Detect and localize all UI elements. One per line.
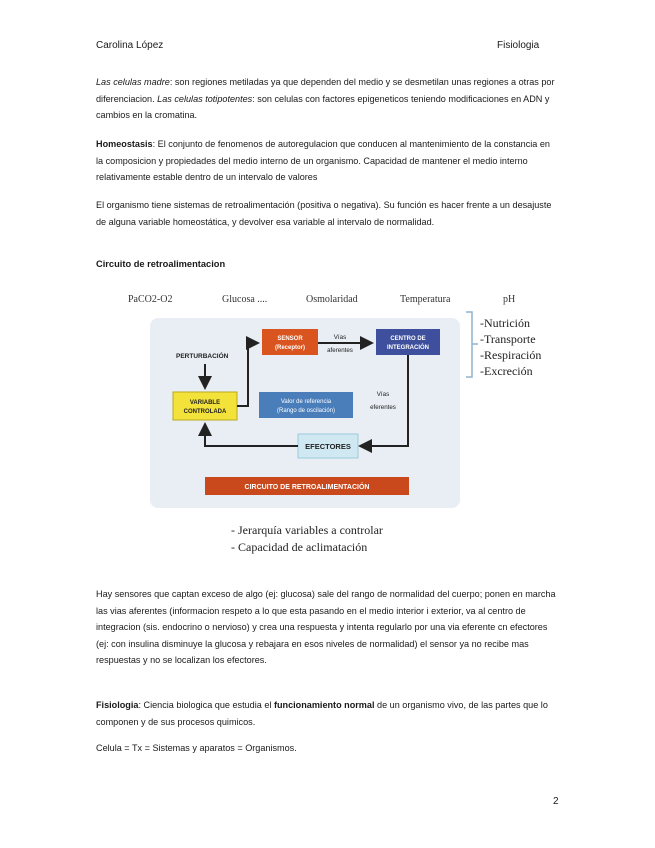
centro-integracion-label: CENTRO DE — [390, 336, 426, 342]
circuito-banner-label: CIRCUITO DE RETROALIMENTACIÓN — [244, 484, 370, 491]
side-list-item: -Excreción — [480, 364, 533, 378]
variable-label: PaCO2-O2 — [128, 294, 173, 305]
side-list-bracket — [466, 312, 478, 377]
valor-referencia-box — [259, 392, 353, 418]
variable-label: Glucosa .... — [222, 294, 268, 305]
side-list-item: -Transporte — [480, 332, 536, 346]
diagram-note: - Capacidad de aclimatación — [231, 540, 368, 554]
paragraph-homeostasis: Homeostasis: El conjunto de fenomenos de autoregulacion que conducen al mantenimiento de la constancia en la composicion y propiedades del medio interno de un organismo. Capacidad de mantener el medio interno relativamente estable dentro de un intervalo de valores — [96, 139, 550, 182]
term-funcionamiento-normal: funcionamiento normal — [273, 700, 375, 710]
term-celulas-totipotentes: Las celulas totipotentes — [157, 93, 253, 104]
vias-eferentes-label: eferentes — [370, 404, 396, 411]
paragraph-celula: Celula = Tx = Sistemas y aparatos = Organismos. — [96, 743, 297, 753]
centro-integracion-label: INTEGRACIÓN — [387, 345, 429, 351]
variable-label: pH — [503, 294, 516, 305]
page-number: 2 — [553, 796, 559, 807]
header-subject: Fisiologia — [497, 40, 540, 51]
section-title-circuito: Circuito de retroalimentacion — [96, 259, 226, 269]
variable-label: Osmolaridad — [306, 294, 358, 305]
paragraph-fisiologia: Fisiologia: Ciencia biologica que estudia el funcionamiento normal de un organismo vivo, de las partes que lo componen y de sus procesos quimicos. — [96, 700, 548, 727]
perturbacion-label: PERTURBACIÓN — [176, 353, 229, 360]
vias-aferentes-label: aferentes — [327, 347, 353, 354]
paragraph-celulas: Las celulas madre: son regiones metiladas ya que dependen del medio y se desmetilan unas regiones a otras por diferenciacion. Las celulas totipotentes: son celulas con factores epigeneticos teniendo modificaciones en ADN y cambios en la cromatina. — [96, 77, 555, 120]
variable-label: Temperatura — [400, 294, 451, 305]
valor-referencia-label: (Rango de oscilación) — [276, 408, 336, 414]
side-list-item: -Nutrición — [480, 316, 530, 330]
term-homeostasis: Homeostasis — [96, 139, 153, 149]
variable-controlada-label: VARIABLE — [189, 400, 221, 406]
sensor-label: (Receptor) — [274, 345, 306, 351]
side-list-item: -Respiración — [480, 348, 542, 362]
variable-controlada-box — [173, 392, 237, 420]
sensor-box — [262, 329, 318, 355]
term-fisiologia: Fisiologia — [96, 700, 139, 710]
vias-aferentes-label: Vías — [333, 334, 347, 341]
feedback-circuit-diagram — [0, 280, 655, 565]
sensor-label: SENSOR — [277, 336, 303, 342]
header-author: Carolina López — [96, 40, 164, 51]
vias-eferentes-label: Vías — [376, 391, 390, 398]
diagram-note: - Jerarquía variables a controlar — [231, 523, 383, 537]
paragraph-sensores: Hay sensores que captan exceso de algo (ej: glucosa) sale del rango de normalidad del cuerpo; ponen en marcha las vias aferentes (informacion respeto a lo que esta pasando en el medio interior i exterior, va al centro de integracion (sis. endocrino o nervioso) y crea una respuesta y intenta regularlo por una via eferente cn efectores (ej: con insulina disminuye la glucosa y rebajara en esos niveles de normalidad) el sensor ya no recibe mas respuestas y no se localizan los efectores. — [96, 589, 556, 665]
centro-integracion-box — [376, 329, 440, 355]
term-celulas-madre: Las celulas madre — [96, 77, 170, 87]
paragraph-retroalimentacion: El organismo tiene sistemas de retroalimentación (positiva o negativa). Su función es hacer frente a un desajuste de alguna variable homeostática, y devolver esa variable al intervalo de normalidad. — [96, 200, 552, 227]
valor-referencia-label: Valor de referencia — [280, 399, 332, 405]
efectores-label: EFECTORES — [305, 442, 351, 451]
variable-controlada-label: CONTROLADA — [183, 409, 227, 415]
